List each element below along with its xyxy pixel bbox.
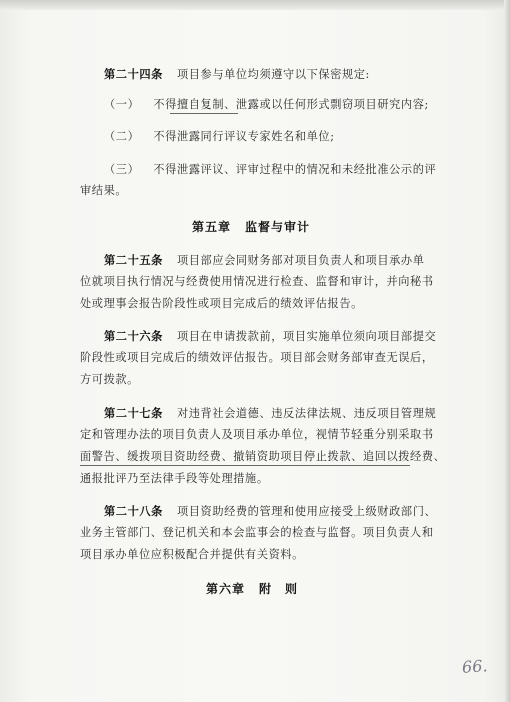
article-27-label: 第二十七条	[104, 406, 163, 420]
item-text-continued: 审结果。	[80, 184, 128, 197]
chapter-6-heading	[206, 582, 298, 596]
article-26-line-2: 阶段性或项目完成后的绩效评估报告。项目部会财务部审查无误后，	[80, 351, 434, 364]
article-24-text: 项目参与单位均须遵守以下保密规定:	[176, 68, 370, 81]
article-27-line-4: 通报批评乃至法律手段等处理措施。	[80, 472, 269, 485]
article-28-line-3: 项目承办单位应积极配合并提供有关资料。	[80, 548, 304, 561]
article-25-line-2: 位就项目执行情况与经费使用情况进行检查、监督和审计，并向秘书	[80, 275, 434, 288]
handwritten-page-number: 66.	[461, 656, 489, 677]
article-28-line-2: 业务主管部门、登记机关和本会监事会的检查与监督。项目负责人和	[80, 526, 434, 539]
article-24-line	[104, 67, 370, 82]
article-26-line-1	[104, 329, 436, 344]
article-28-text: 项目资助经费的管理和使用应接受上级财政部门、	[176, 505, 437, 518]
article-25-line-1	[104, 253, 425, 268]
article-25-label: 第二十五条	[104, 253, 163, 267]
item-number: （三）	[104, 163, 140, 176]
article-24-item-1	[104, 98, 429, 112]
item-number: （一）	[104, 98, 140, 111]
chapter-title: 监督与审计	[245, 220, 311, 234]
article-25-line-3: 处或理事会报告阶段性或项目完成后的绩效评估报告。	[80, 297, 363, 310]
handwritten-underline	[170, 113, 238, 114]
article-27-text: 对违背社会道德、违反法律法规、违反项目管理规	[176, 407, 437, 420]
item-text: 不得泄露同行评议专家姓名和单位;	[153, 130, 335, 143]
chapter-number: 第六章	[206, 582, 246, 596]
article-24-item-2	[104, 130, 335, 144]
item-number: （二）	[104, 130, 140, 143]
chapter-title: 附 则	[259, 582, 299, 596]
article-24-item-3-cont	[80, 184, 127, 198]
item-text: 不得擅自复制、泄露或以任何形式剽窃项目研究内容;	[153, 98, 429, 111]
article-26-line-3: 方可拨款。	[80, 373, 139, 386]
article-27-line-2: 定和管理办法的项目负责人及项目承办单位，视情节轻重分别采取书	[80, 428, 434, 441]
page-edge-shadow	[504, 0, 510, 702]
page-fold-shadow	[0, 0, 510, 10]
article-24-label: 第二十四条	[104, 67, 163, 81]
article-26-text: 项目在申请拨款前，项目实施单位须向项目部提交	[176, 330, 437, 343]
chapter-number: 第五章	[192, 220, 232, 234]
handwritten-underline	[80, 465, 410, 466]
article-27-line-1	[104, 406, 436, 421]
article-26-label: 第二十六条	[104, 329, 163, 343]
chapter-5-heading	[192, 220, 310, 234]
article-28-label: 第二十八条	[104, 504, 163, 518]
article-27-line-3: 面警告、缓拨项目资助经费、撤销资助项目停止拨款、追回以拨经费、	[80, 450, 446, 463]
article-25-text: 项目部应会同财务部对项目负责人和项目承办单	[176, 254, 425, 267]
article-24-item-3	[104, 163, 436, 177]
item-text: 不得泄露评议、评审过程中的情况和未经批准公示的评	[153, 163, 437, 176]
article-28-line-1	[104, 504, 436, 519]
